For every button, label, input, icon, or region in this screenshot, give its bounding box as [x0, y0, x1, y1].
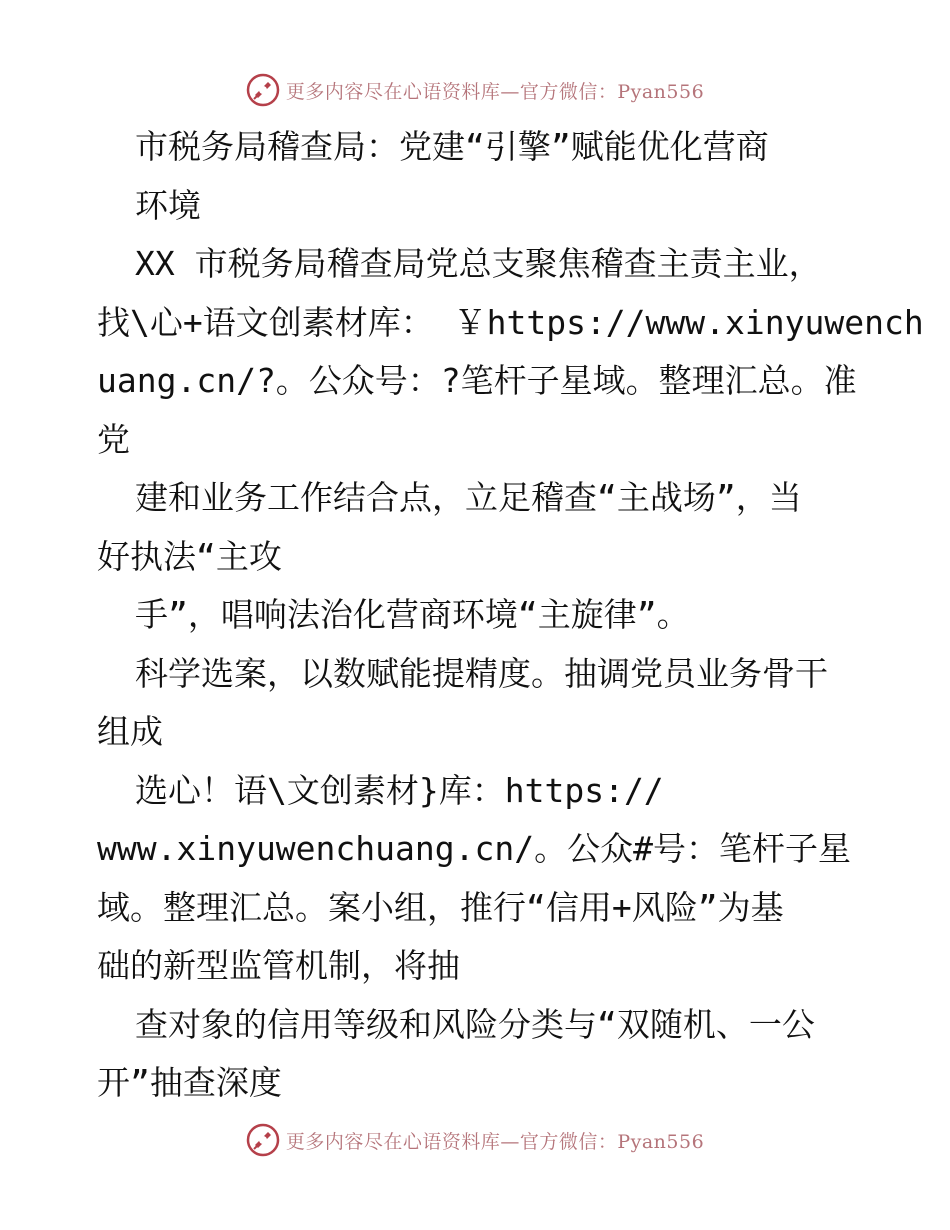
doc-title-line-1: 市税务局稽查局：党建“引擎”赋能优化营商 [135, 127, 769, 166]
paragraph-line: 域。整理汇总。案小组，推行“信用+风险”为基 [97, 887, 784, 927]
doc-title-line-2: 环境 [135, 185, 201, 225]
header-watermark-banner [0, 70, 950, 110]
paragraph-line: XX 市税务局稽查局党总支聚焦稽查主责主业， [135, 244, 822, 283]
paragraph-line: 手”，唱响法治化营商环境“主旋律”。 [135, 595, 690, 634]
paragraph-line: uang.cn/?。公众号：?笔杆子星域。整理汇总。准 [97, 361, 857, 400]
paragraph-line: 找\心+语文创素材库： ￥https://www.xinyuwench [97, 302, 924, 342]
paragraph-line: 组成 [97, 712, 163, 751]
paragraph-line: 查对象的信用等级和风险分类与“双随机、一公 [135, 1004, 815, 1044]
footer-watermark-banner [0, 1120, 950, 1160]
paragraph-line: 好执法“主攻 [97, 536, 282, 576]
header-banner-text: 更多内容尽在心语资料库—官方微信：Pyan556 [285, 80, 705, 103]
paragraph-line: 选心！语\文创素材}库：https:// [135, 770, 664, 810]
paragraph-line: 础的新型监管机制，将抽 [97, 946, 460, 985]
book-pen-icon [246, 73, 280, 107]
footer-banner-text: 更多内容尽在心语资料库—官方微信：Pyan556 [285, 1130, 705, 1153]
paragraph-line: 开”抽查深度 [97, 1063, 282, 1102]
paragraph-line: www.xinyuwenchuang.cn/。公众#号：笔杆子星 [97, 829, 851, 868]
book-pen-icon [246, 1123, 280, 1157]
paragraph-line: 建和业务工作结合点，立足稽查“主战场”，当 [135, 478, 802, 517]
document-body [97, 118, 924, 1113]
paragraph-line: 科学选案，以数赋能提精度。抽调党员业务骨干 [135, 653, 828, 693]
paragraph-line: 党 [97, 419, 130, 459]
